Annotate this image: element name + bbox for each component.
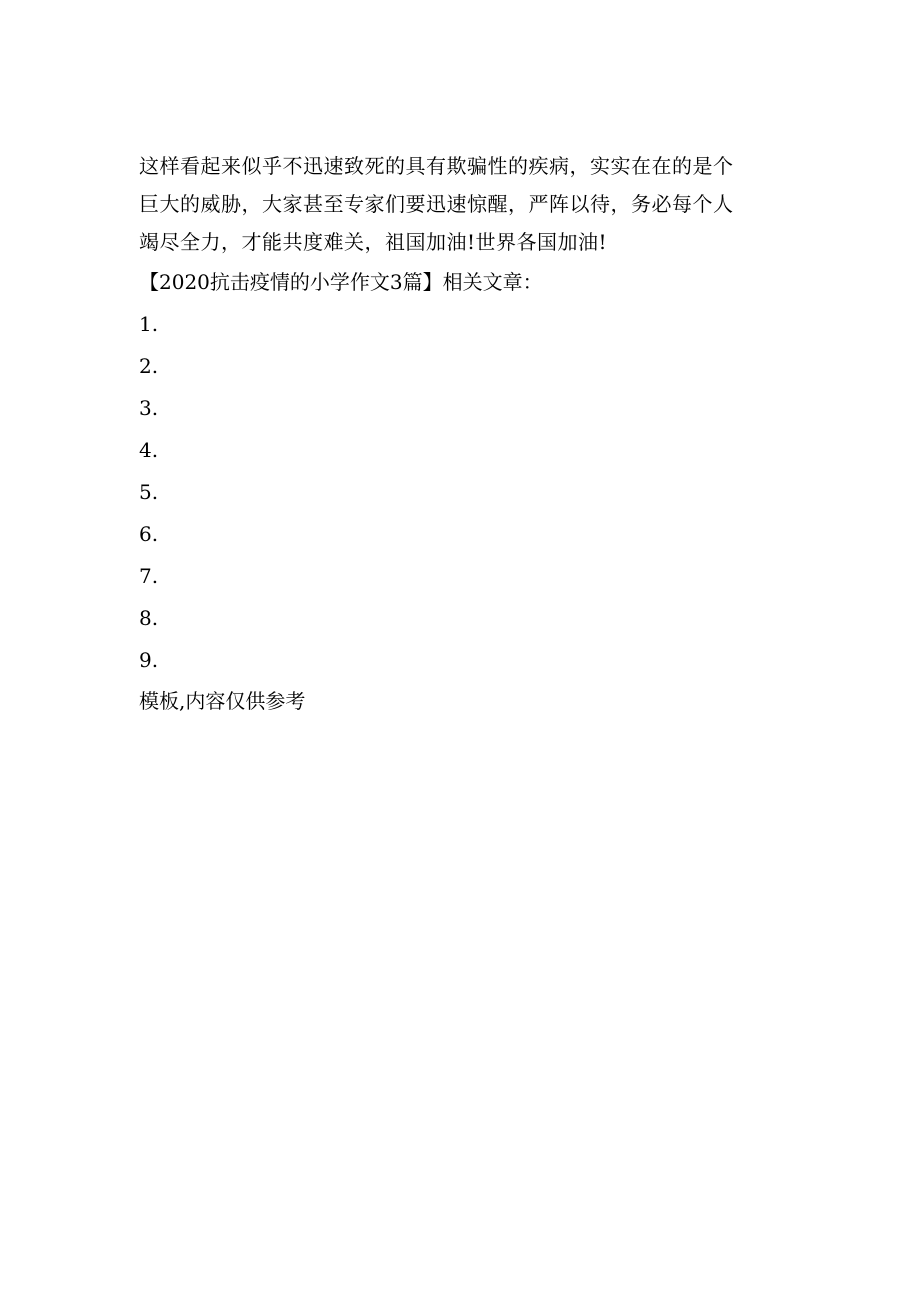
list-item: 4. [139, 438, 159, 462]
list-item: 8. [139, 606, 159, 630]
list-item: 5. [139, 480, 159, 504]
body-paragraph [139, 147, 789, 261]
document-content [139, 147, 789, 721]
related-articles-list [139, 303, 789, 681]
list-item: 3. [139, 396, 159, 420]
paragraph-line: 这样看起来似乎不迅速致死的具有欺骗性的疾病，实实在在的是个 [139, 154, 734, 178]
list-item: 1. [139, 312, 159, 336]
paragraph-line: 竭尽全力，才能共度难关，祖国加油!世界各国加油! [139, 230, 608, 254]
list-item: 9. [139, 648, 159, 672]
footer-note: 模板,内容仅供参考 [139, 689, 306, 713]
list-item: 6. [139, 522, 159, 546]
related-articles-heading: 【2020抗击疫情的小学作文3篇】相关文章： [139, 270, 543, 294]
paragraph-line: 巨大的威胁，大家甚至专家们要迅速惊醒，严阵以待，务必每个人 [139, 192, 734, 216]
list-item: 2. [139, 354, 159, 378]
list-item: 7. [139, 564, 159, 588]
